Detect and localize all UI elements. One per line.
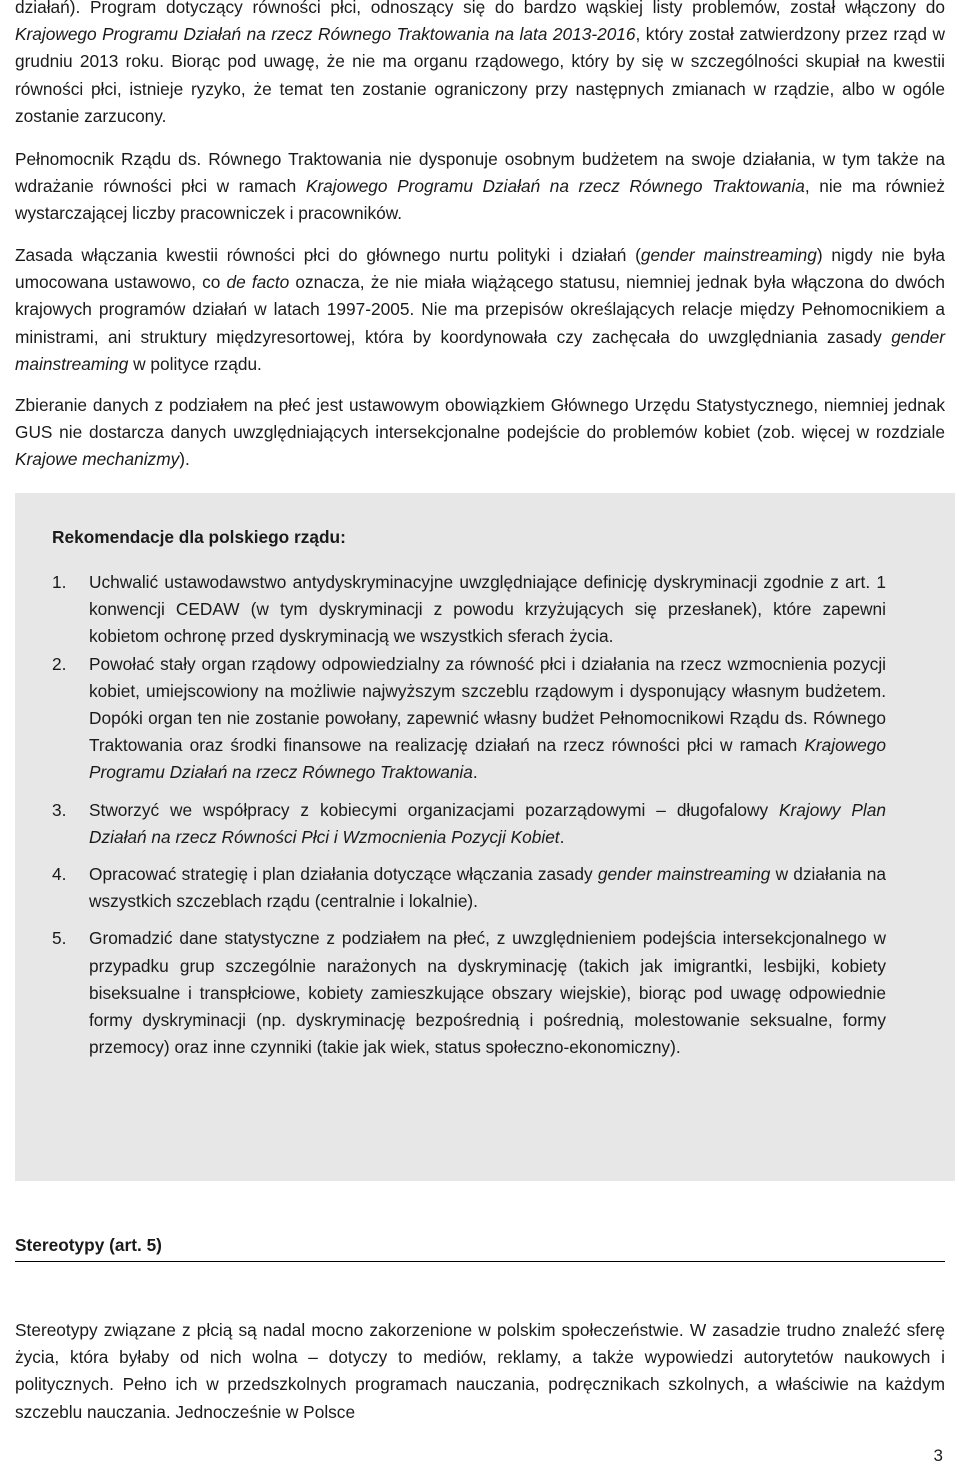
list-item-text (89, 651, 886, 787)
section-heading: Stereotypy (art. 5) (15, 1232, 945, 1262)
text-run-italic: Krajowy Plan Działań na rzecz Równości Płci i Wzmocnienia Pozycji Kobiet (89, 799, 886, 847)
text-run-italic: Krajowego Programu Działań na rzecz Równego Traktowania (89, 735, 886, 783)
paragraph-gender-mainstreaming (15, 242, 945, 378)
text-run: oznacza, że nie miała wiążącego statusu, niemniej jednak była włączona do dwóch krajowych programów działań w latach 1997-2005. Nie ma przepisów określających relacje między Pełnomocnikiem a ministrami, ani struktury międzyresortowej, która by koordynowała czy zachęcała do uwzględniania zasady (15, 272, 945, 347)
list-spacer (52, 915, 886, 925)
recommendations-box (15, 493, 955, 1181)
text-run: . (472, 762, 478, 783)
page-number: 3 (933, 1445, 943, 1465)
list-item-text (89, 861, 886, 915)
text-run: Zasada włączania kwestii równości płci do głównego nurtu polityki i działań ( (15, 245, 641, 265)
text-run-italic: de facto (226, 272, 290, 293)
text-run: Zbieranie danych z podziałem na płeć jest ustawowym obowiązkiem Głównego Urzędu Statystycznego, niemniej jednak GUS nie dostarcza danych uwzględniających intersekcjonalne podejście do problemów kobiet (zob. więcej w rozdziale (15, 395, 945, 443)
text-run: Stworzyć we współpracy z kobiecymi organizacjami pozarządowymi – długofalowy (89, 799, 780, 820)
list-item (52, 797, 886, 851)
paragraph-stereotypes (15, 1317, 945, 1426)
list-number: 3. (52, 799, 67, 820)
text-run-italic: gender mainstreaming (640, 245, 817, 265)
text-run: Gromadzić dane statystyczne z podziałem na płeć, z uwzględnieniem podejścia intersekcjonalnego w przypadku grup szczególnie narażonych na dyskryminację (takich jak imigrantki, lesbijki, kobiety biseksualne i transpłciowe, kobiety zamieszkujące obszary wiejskie), biorąc pod uwagę odpowiednie formy dyskryminacji (np. dyskryminację bezpośrednią i pośrednią, molestowanie seksualne, formy przemocy) oraz inne czynniki (takie jak wiek, status społeczno-ekonomiczny). (89, 928, 886, 1058)
list-item (52, 569, 886, 651)
list-spacer (52, 851, 886, 861)
text-run: Opracować strategię i plan działania dotyczące włączania zasady (89, 864, 598, 885)
list-item-text (89, 797, 886, 851)
list-item (52, 651, 886, 787)
text-run: w działania na wszystkich szczeblach rządu (centralnie i lokalnie). (89, 864, 886, 912)
text-run: działań). Program dotyczący równości płci, odnoszący się do bardzo wąskiej listy problemów, został włączony do (15, 0, 945, 17)
text-run-italic: Krajowego Programu Działań na rzecz Równego Traktowania (305, 176, 805, 197)
list-item-text (89, 569, 886, 651)
text-run: Pełnomocnik Rządu ds. Równego Traktowania nie dysponuje osobnym budżetem na swoje działania, w tym także na wdrażanie równości płci w ramach (15, 149, 945, 197)
paragraph-gender-program (15, 0, 945, 130)
text-run: , nie ma również wystarczającej liczby pracowniczek i pracowników. (15, 176, 946, 224)
text-run-italic: gender mainstreaming (597, 864, 771, 885)
text-run-italic: Krajowe mechanizmy (15, 449, 180, 470)
paragraph-plenipotentiary-budget (15, 146, 945, 228)
text-run: ) nigdy nie była umocowana ustawowo, co (15, 245, 945, 293)
recommendations-title: Rekomendacje dla polskiego rządu: (52, 527, 346, 547)
text-run: ). (179, 449, 190, 470)
text-run-italic: gender mainstreaming (15, 326, 945, 374)
text-run: , który został zatwierdzony przez rząd w grudniu 2013 roku. Biorąc pod uwagę, że nie ma organu rządowego, który by się w szczególności skupiał na kwestii równości płci, istnieje ryzyko, że temat ten zostanie ograniczony przy następnych zmianach w rządzie, albo w ogóle zostanie zarzucony. (15, 24, 945, 126)
text-run: w polityce rządu. (128, 353, 262, 374)
list-item (52, 925, 886, 1061)
list-number: 5. (52, 928, 67, 949)
paragraph-data-collection (15, 392, 945, 474)
list-number: 2. (52, 653, 67, 674)
recommendations-list (52, 569, 886, 1061)
list-number: 1. (52, 572, 67, 592)
list-spacer (52, 787, 886, 797)
list-item (52, 861, 886, 915)
text-run: Uchwalić ustawodawstwo antydyskryminacyjne uwzględniające definicję dyskryminacji zgodnie z art. 1 konwencji CEDAW (w tym dyskryminacji z powodu krzyżujących się przesłanek), które zapewni kobietom ochronę przed dyskryminacją we wszystkich sferach życia. (89, 572, 886, 647)
text-run: . (559, 826, 565, 847)
list-item-text (89, 925, 886, 1061)
list-number: 4. (52, 864, 67, 885)
text-run: Stereotypy związane z płcią są nadal mocno zakorzenione w polskim społeczeństwie. W zasadzie trudno znaleźć sferę życia, która byłaby od nich wolna – dotyczy to mediów, reklamy, a także wypowiedzi autorytetów naukowych i politycznych. Pełno ich w przedszkolnych programach nauczania, podręcznikach szkolnych, a właściwie na każdym szczeblu nauczania. Jednocześnie w Polsce (15, 1320, 945, 1422)
text-run: Powołać stały organ rządowy odpowiedzialny za równość płci i działania na rzecz wzmocnienia pozycji kobiet, umiejscowiony na możliwie najwyższym szczeblu rządowym i dysponujący własnym budżetem. Dopóki organ ten nie zostanie powołany, zapewnić własny budżet Pełnomocnikowi Rządu ds. Równego Traktowania oraz środki finansowe na realizację działań na rzecz równości płci w ramach (89, 653, 886, 756)
text-run-italic: Krajowego Programu Działań na rzecz Równego Traktowania na lata 2013-2016 (15, 24, 636, 45)
